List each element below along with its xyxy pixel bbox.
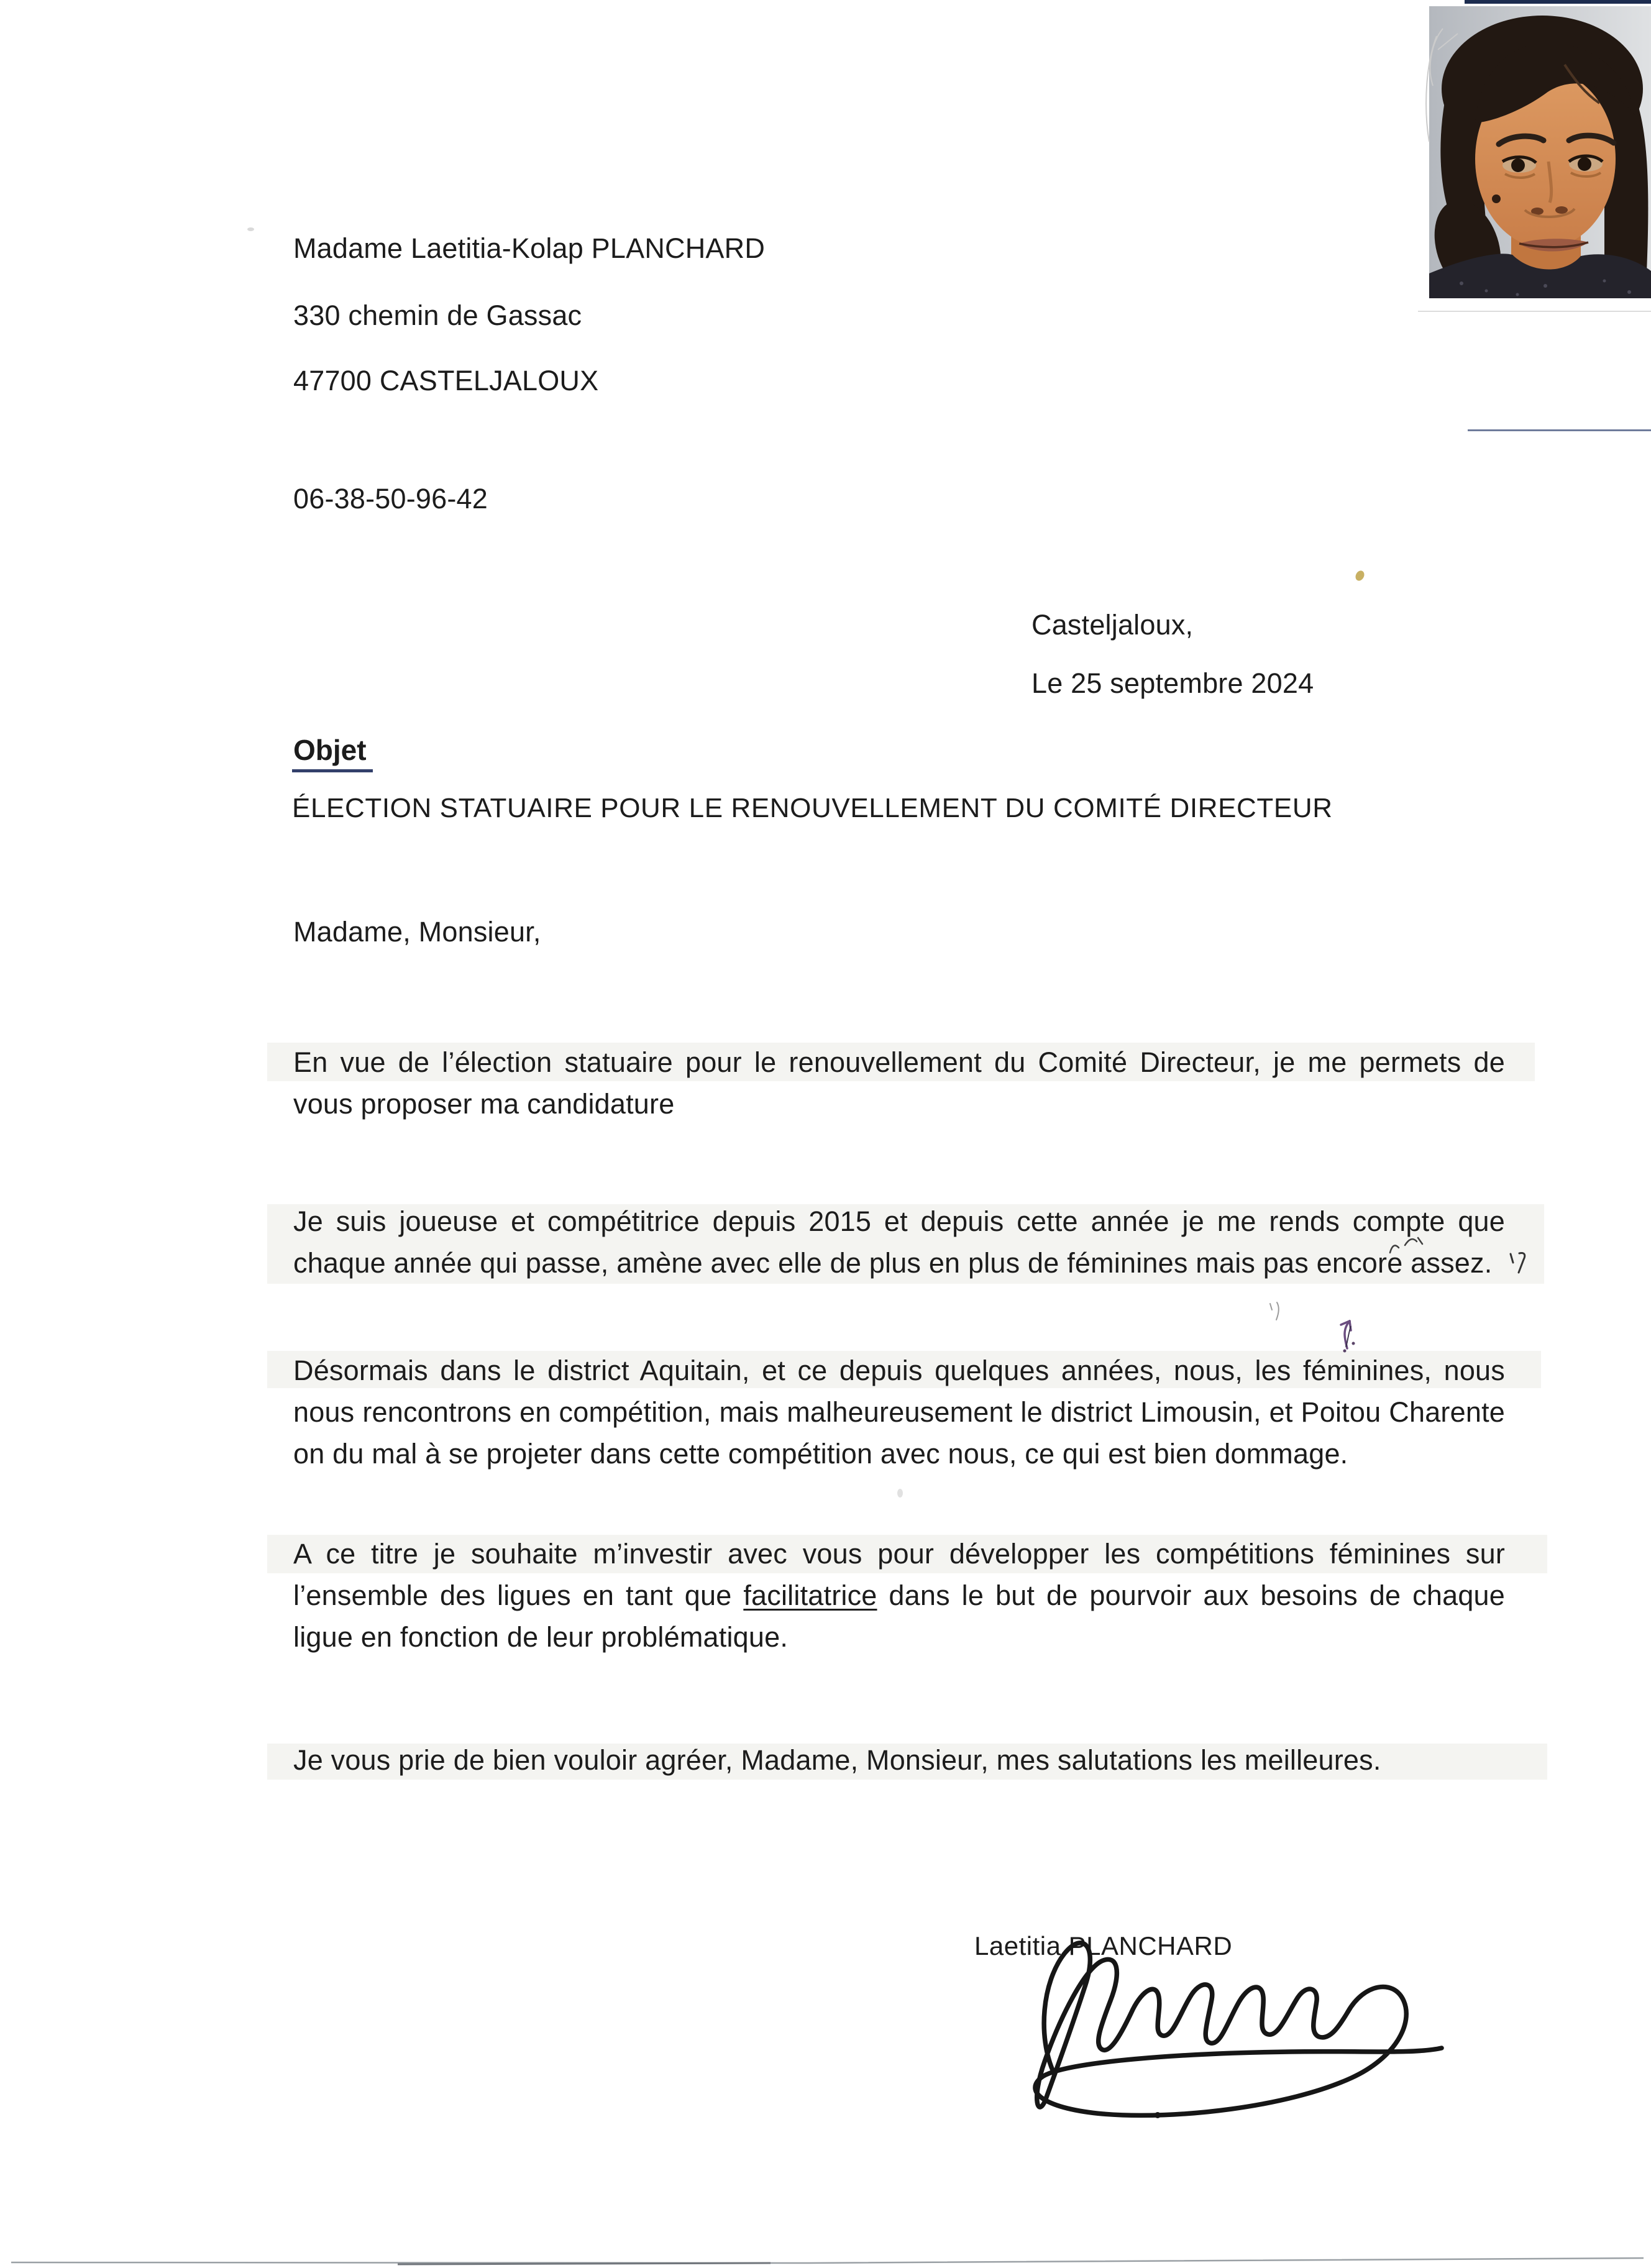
closing-line: Je vous prie de bien vouloir agréer, Madame, Monsieur, mes salutations les meilleures.: [293, 1744, 1381, 1776]
faint-pen-mark: [1266, 1299, 1283, 1325]
paper-speck: [247, 227, 254, 231]
pen-scribble-marks: [1387, 1233, 1425, 1259]
margin-pen-mark: [1507, 1250, 1530, 1278]
sender-name: Madame Laetitia-Kolap PLANCHARD: [293, 232, 766, 264]
handwritten-signature: [991, 1909, 1454, 2123]
paragraph-body3-underlined-word: facilitatrice: [743, 1580, 877, 1611]
sender-street: 330 chemin de Gassac: [293, 300, 582, 331]
dateline-date: Le 25 septembre 2024: [1031, 667, 1314, 699]
photo-paper-edge-line: [1418, 311, 1651, 312]
sender-phone: 06-38-50-96-42: [293, 483, 488, 514]
ink-speck: [1354, 569, 1366, 582]
subject-label: Objet: [292, 733, 373, 772]
dateline-place: Casteljaloux,: [1031, 609, 1194, 641]
paper-speck: [897, 1489, 903, 1498]
paragraph-body1: Je suis joueuse et compétitrice depuis 2015 et depuis cette année je me rends compte que chaque année qui passe, amène avec elle de plus en plus de féminines mais pas encore assez.: [293, 1205, 1505, 1279]
salutation: Madame, Monsieur,: [293, 916, 541, 948]
paragraph-body3-pre: A ce titre je souhaite m’investir avec vous pour développer les compétitions féminines sur l’ensemble des ligues en tant que: [293, 1538, 1505, 1611]
scanner-bottom-line: [0, 2254, 1651, 2268]
purple-ink-artifact: [1327, 1309, 1363, 1356]
scanner-blue-line: [1468, 429, 1651, 431]
signature-printed-name: Laetitia PLANCHARD: [974, 1931, 1233, 1960]
paragraph-body2: Désormais dans le district Aquitain, et ce depuis quelques années, nous, les féminines, nous nous rencontrons en compétition, mais malheureusement le district Limousin, et Poitou Charente on du mal à se projeter dans cette compétition avec nous, ce qui est bien dommage.: [293, 1355, 1505, 1470]
paragraph-body3: [293, 1533, 1505, 1658]
pencil-scribble-mark: [1422, 11, 1478, 154]
paragraph-intro: En vue de l’élection statuaire pour le renouvellement du Comité Directeur, je me permets de vous proposer ma candidature: [293, 1046, 1505, 1120]
scanner-edge-strip: [1465, 0, 1651, 4]
paragraph-body3-post: dans le but de pourvoir aux besoins de chaque ligue en fonction de leur problématique.: [293, 1580, 1506, 1653]
beauty-mark: [1492, 194, 1501, 203]
subject-line: ÉLECTION STATUAIRE POUR LE RENOUVELLEMENT DU COMITÉ DIRECTEUR: [292, 793, 1333, 823]
sender-city: 47700 CASTELJALOUX: [293, 365, 599, 396]
signature-ink-dot: [1155, 2112, 1161, 2118]
